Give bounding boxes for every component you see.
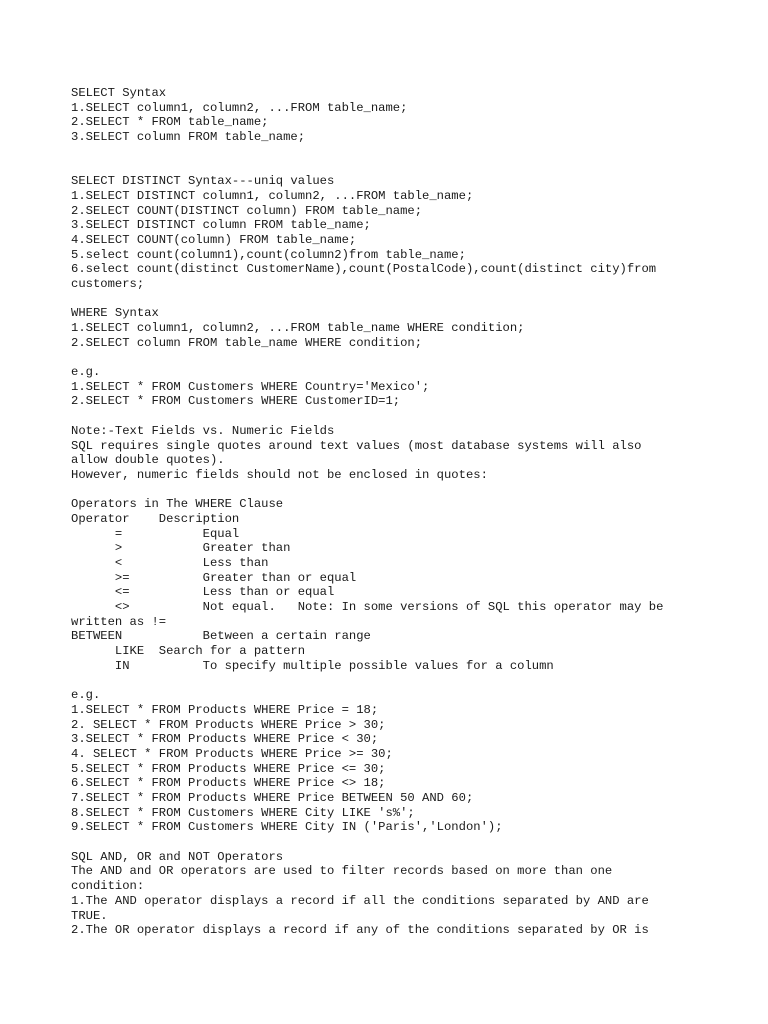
text-line: SQL requires single quotes around text values (most database systems will also <box>71 438 642 453</box>
text-line: <> Not equal. Note: In some versions of SQL this operator may be <box>71 600 664 615</box>
text-line: WHERE Syntax <box>71 306 159 321</box>
text-line <box>71 483 761 498</box>
text-line: 4. SELECT * FROM Products WHERE Price >= 30; <box>71 746 393 761</box>
text-line: LIKE Search for a pattern <box>71 644 306 659</box>
text-line: SELECT DISTINCT Syntax---uniq values <box>71 174 335 189</box>
text-line: Operator Description <box>71 511 240 526</box>
text-line: e.g. <box>71 365 101 380</box>
text-line: e.g. <box>71 688 101 703</box>
text-line: 2.SELECT * FROM table_name; <box>71 115 269 130</box>
text-line: Operators in The WHERE Clause <box>71 497 284 512</box>
text-line <box>71 159 761 174</box>
text-line: 2.The OR operator displays a record if any of the conditions separated by OR is <box>71 923 649 938</box>
text-line: >= Greater than or equal <box>71 570 357 585</box>
text-line <box>71 292 761 307</box>
text-line: 2.SELECT * FROM Customers WHERE CustomerID=1; <box>71 394 401 409</box>
text-line: > Greater than <box>71 541 291 556</box>
text-line <box>71 350 761 365</box>
text-line: 1.SELECT * FROM Products WHERE Price = 18; <box>71 702 379 717</box>
text-line: 3.SELECT * FROM Products WHERE Price < 30; <box>71 732 379 747</box>
text-line: 5.select count(column1),count(column2)from table_name; <box>71 247 466 262</box>
text-line: 1.SELECT column1, column2, ...FROM table_name WHERE condition; <box>71 321 525 335</box>
text-line: 7.SELECT * FROM Products WHERE Price BETWEEN 50 AND 60; <box>71 791 474 805</box>
text-line: The AND and OR operators are used to filter records based on more than one <box>71 864 613 879</box>
text-line: 6.SELECT * FROM Products WHERE Price <> 18; <box>71 776 386 791</box>
text-line: Note:-Text Fields vs. Numeric Fields <box>71 423 335 438</box>
text-line: 3.SELECT column FROM table_name; <box>71 130 306 145</box>
text-line: IN To specify multiple possible values for a column <box>71 658 554 673</box>
text-line <box>71 145 761 160</box>
text-line: 3.SELECT DISTINCT column FROM table_name; <box>71 218 371 233</box>
document-body <box>71 86 761 938</box>
text-line: SQL AND, OR and NOT Operators <box>71 849 284 864</box>
text-line: 9.SELECT * FROM Customers WHERE City IN ('Paris','London'); <box>71 820 503 835</box>
text-line: 1.The AND operator displays a record if all the conditions separated by AND are <box>71 893 649 908</box>
text-line: TRUE. <box>71 908 108 923</box>
text-line: BETWEEN Between a certain range <box>71 629 371 644</box>
text-line: However, numeric fields should not be enclosed in quotes: <box>71 467 488 482</box>
text-line: SELECT Syntax <box>71 86 167 100</box>
text-line: 4.SELECT COUNT(column) FROM table_name; <box>71 232 357 247</box>
text-line: 2.SELECT column FROM table_name WHERE condition; <box>71 335 423 350</box>
text-line: < Less than <box>71 556 269 570</box>
text-line: 1.SELECT column1, column2, ...FROM table_name; <box>71 100 408 115</box>
text-line: allow double quotes). <box>71 453 225 468</box>
text-line <box>71 409 761 424</box>
text-line <box>71 674 761 689</box>
text-line: 1.SELECT * FROM Customers WHERE Country='Mexico'; <box>71 379 430 394</box>
text-line: 5.SELECT * FROM Products WHERE Price <= 30; <box>71 761 386 776</box>
text-line <box>71 835 761 850</box>
text-line: condition: <box>71 879 145 894</box>
text-line: 6.select count(distinct CustomerName),count(PostalCode),count(distinct city)from <box>71 262 657 277</box>
text-line: <= Less than or equal <box>71 585 335 600</box>
text-line: 2. SELECT * FROM Products WHERE Price > 30; <box>71 717 386 732</box>
text-line: 1.SELECT DISTINCT column1, column2, ...FROM table_name; <box>71 188 474 203</box>
text-line: customers; <box>71 276 145 291</box>
text-line: 8.SELECT * FROM Customers WHERE City LIKE 's%'; <box>71 805 415 820</box>
text-line: = Equal <box>71 526 240 541</box>
text-line: written as != <box>71 614 167 629</box>
text-line: 2.SELECT COUNT(DISTINCT column) FROM table_name; <box>71 203 423 218</box>
